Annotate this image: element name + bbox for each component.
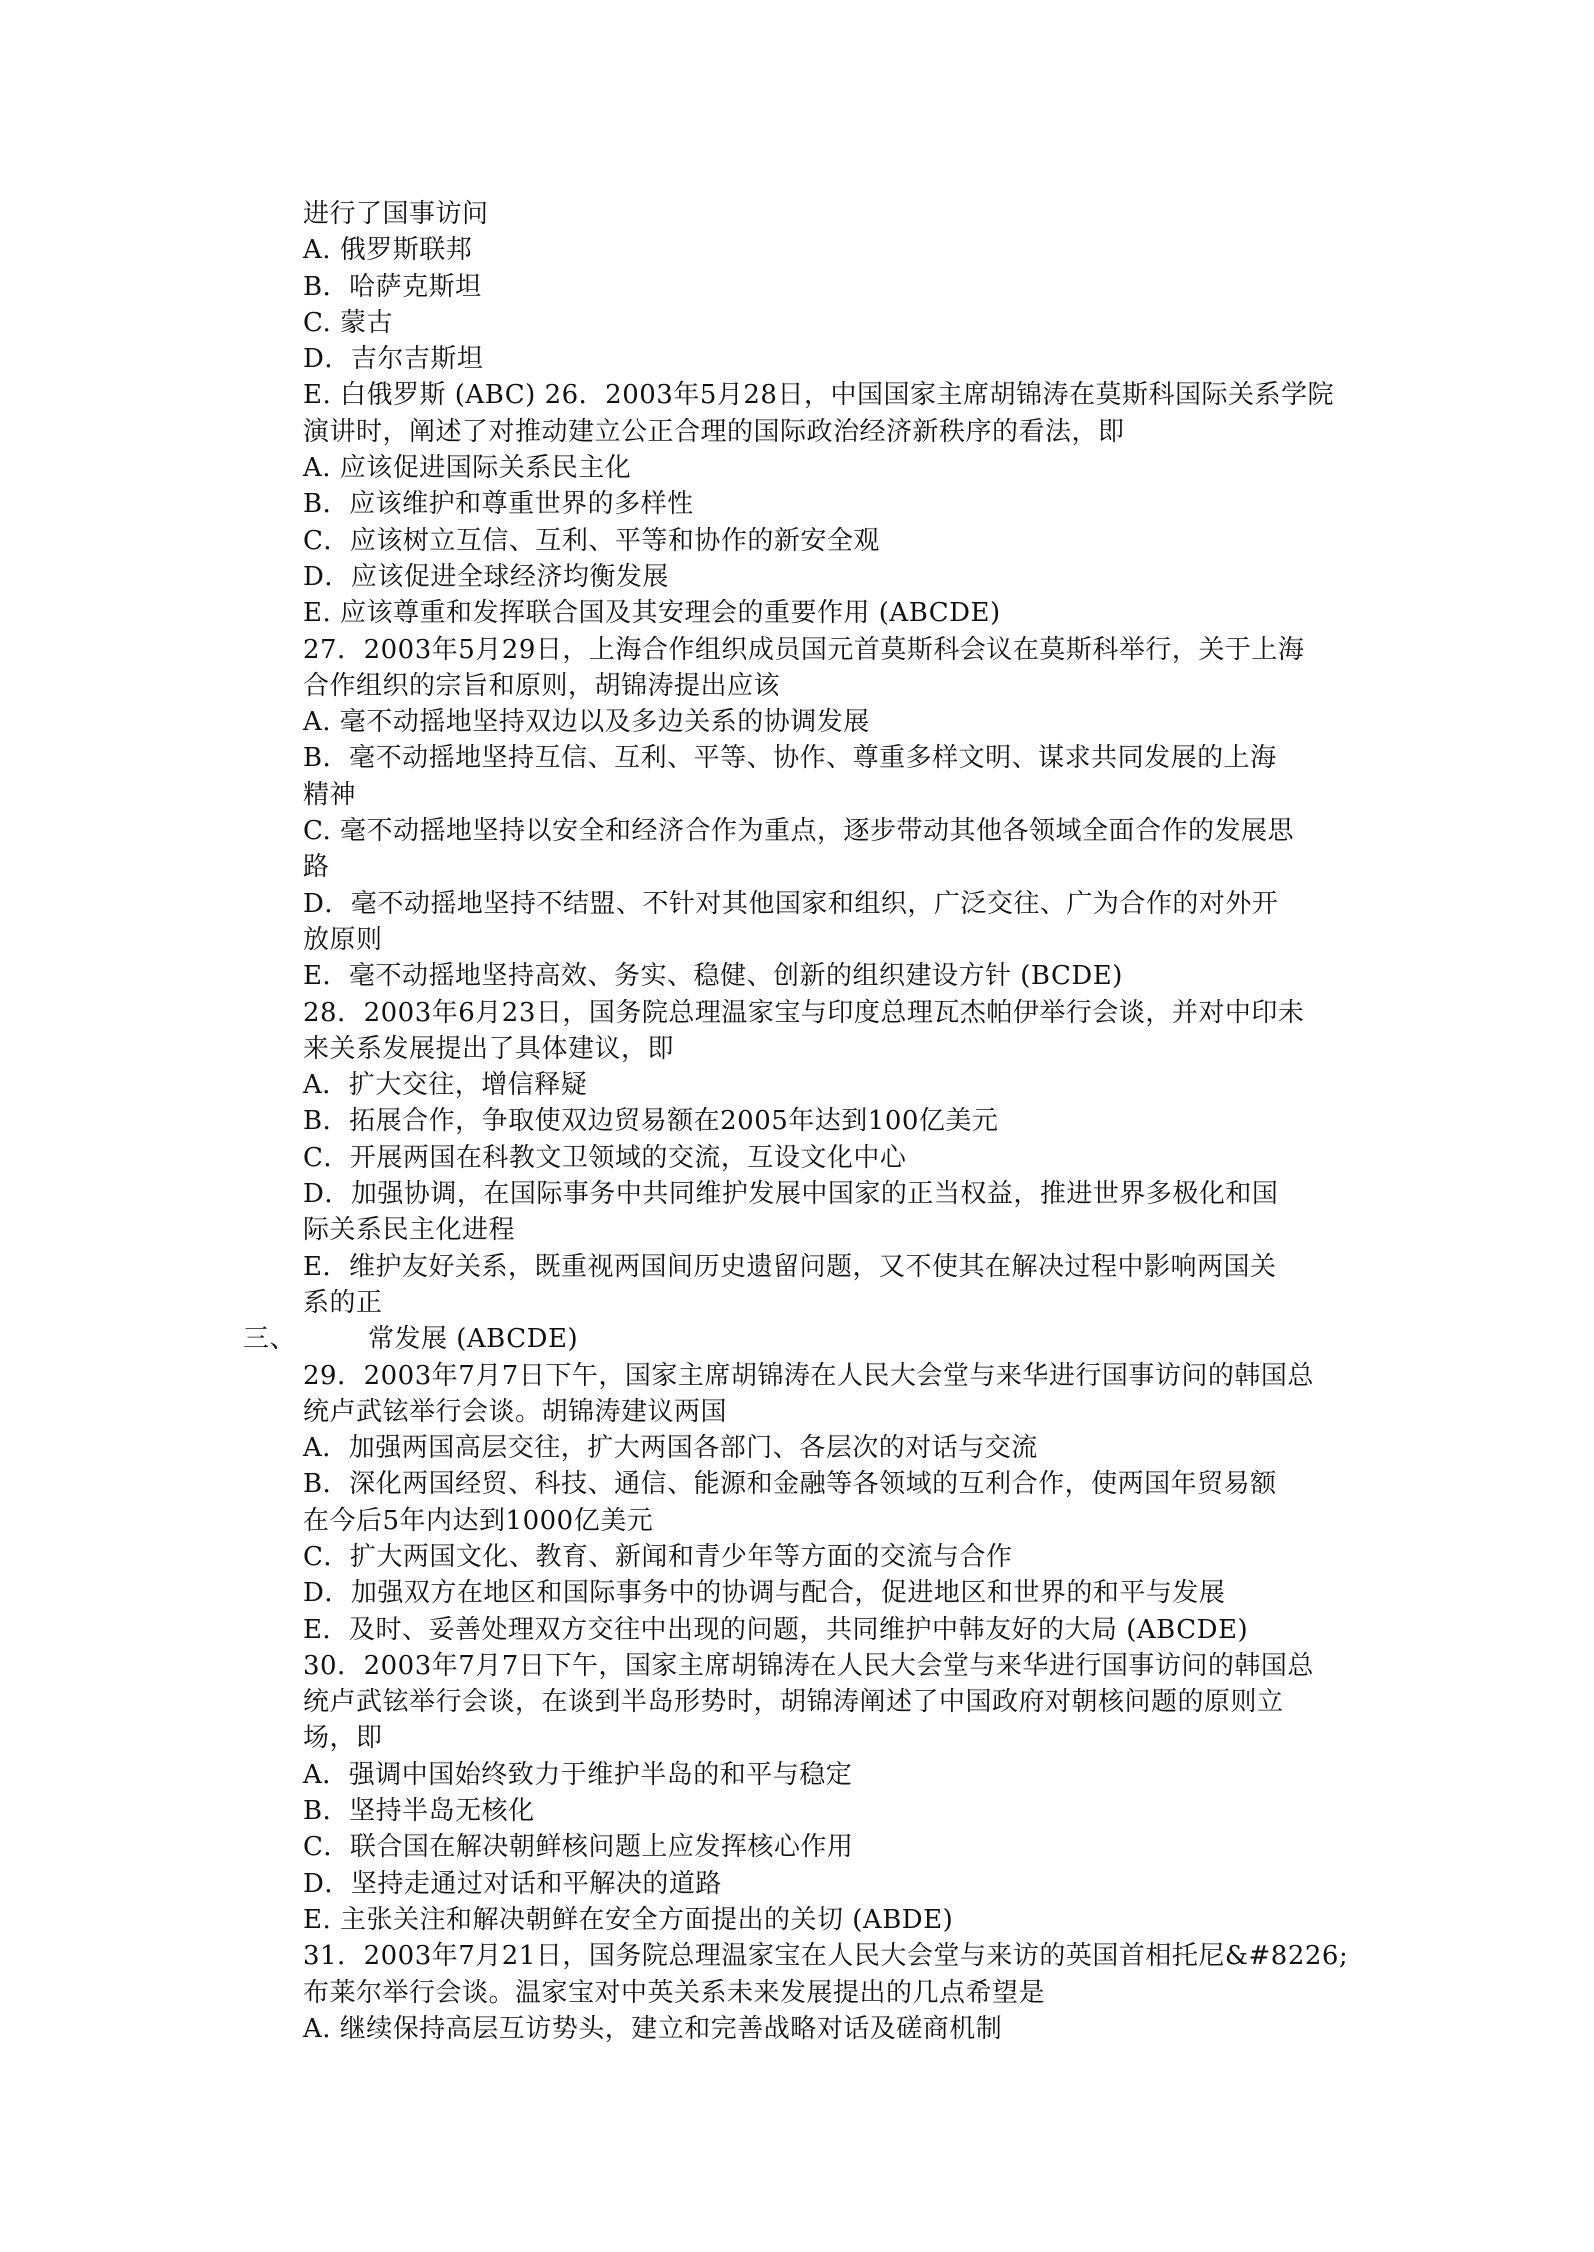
option-line: B．哈萨克斯坦 <box>303 271 482 302</box>
text-line: 精神 <box>303 779 357 810</box>
section-heading <box>243 1321 1363 1357</box>
option-line: E．维护友好关系，既重视两国间历史遗留问题，又不使其在解决过程中影响两国关 <box>303 1251 1277 1282</box>
option-line: D．毫不动摇地坚持不结盟、不针对其他国家和组织，广泛交往、广为合作的对外开 <box>303 888 1279 919</box>
option-line: D．加强协调，在国际事务中共同维护发展中国家的正当权益，推进世界多极化和国 <box>303 1179 1279 1210</box>
question-line: 27．2003年5月29日，上海合作组织成员国元首莫斯科会议在莫斯科举行，关于上海 <box>303 634 1305 665</box>
text-line: 际关系民主化进程 <box>303 1215 516 1246</box>
option-line: C．联合国在解决朝鲜核问题上应发挥核心作用 <box>303 1832 854 1863</box>
option-line: A. 应该促进国际关系民主化 <box>303 453 632 484</box>
option-line: E．毫不动摇地坚持高效、务实、稳健、创新的组织建设方针 (BCDE) <box>303 961 1123 992</box>
text-line: 来关系发展提出了具体建议，即 <box>303 1033 675 1064</box>
option-line: C. 蒙古 <box>303 307 393 338</box>
option-line: C．扩大两国文化、教育、新闻和青少年等方面的交流与合作 <box>303 1541 1013 1572</box>
option-line: B．坚持半岛无核化 <box>303 1796 535 1827</box>
option-line: D．坚持走通过对话和平解决的道路 <box>303 1868 722 1899</box>
option-line: A．扩大交往，增信释疑 <box>303 1070 588 1101</box>
option-line: A. 俄罗斯联邦 <box>303 235 473 266</box>
option-line: A．强调中国始终致力于维护半岛的和平与稳定 <box>303 1759 853 1790</box>
option-line: B．毫不动摇地坚持互信、互利、平等、协作、尊重多样文明、谋求共同发展的上海 <box>303 743 1277 774</box>
text-line: 统卢武铉举行会谈。胡锦涛建议两国 <box>303 1396 728 1427</box>
text-line: 放原则 <box>303 924 383 955</box>
question-line: 29．2003年7月7日下午，国家主席胡锦涛在人民大会堂与来华进行国事访问的韩国总 <box>303 1360 1314 1391</box>
text-line: 统卢武铉举行会谈，在谈到半岛形势时，胡锦涛阐述了中国政府对朝核问题的原则立 <box>303 1687 1284 1718</box>
option-line: C．应该树立互信、互利、平等和协作的新安全观 <box>303 525 880 556</box>
text-line: 在今后5年内达到1000亿美元 <box>303 1505 654 1536</box>
section-text: 常发展 (ABCDE) <box>368 1324 579 1355</box>
text-line: 合作组织的宗旨和原则，胡锦涛提出应该 <box>303 670 781 701</box>
section-number: 三、 <box>243 1324 297 1355</box>
text-line: 场，即 <box>303 1723 383 1754</box>
text-line: 演讲时，阐述了对推动建立公正合理的国际政治经济新秩序的看法，即 <box>303 416 1125 447</box>
option-line: A. 毫不动摇地坚持双边以及多边关系的协调发展 <box>303 707 870 738</box>
document-body <box>243 196 1363 2047</box>
question-line: 31．2003年7月21日，国务院总理温家宝在人民大会堂与来访的英国首相托尼&#8226; <box>303 1941 1349 1972</box>
option-line: A. 继续保持高层互访势头，建立和完善战略对话及磋商机制 <box>303 2013 1003 2044</box>
text-line: 进行了国事访问 <box>303 199 489 229</box>
option-line: C. 毫不动摇地坚持以安全和经济合作为重点，逐步带动其他各领域全面合作的发展思 <box>303 816 1294 847</box>
question-line: 30．2003年7月7日下午，国家主席胡锦涛在人民大会堂与来华进行国事访问的韩国总 <box>303 1650 1314 1681</box>
option-line: D．应该促进全球经济均衡发展 <box>303 561 669 592</box>
text-line: 系的正 <box>303 1287 383 1318</box>
option-line: E．及时、妥善处理双方交往中出现的问题，共同维护中韩友好的大局 (ABCDE) <box>303 1614 1249 1645</box>
question-line: 28．2003年6月23日，国务院总理温家宝与印度总理瓦杰帕伊举行会谈，并对中印未 <box>303 997 1305 1028</box>
option-line: B．深化两国经贸、科技、通信、能源和金融等各领域的互利合作，使两国年贸易额 <box>303 1469 1277 1500</box>
option-line: C．开展两国在科教文卫领域的交流，互设文化中心 <box>303 1142 907 1173</box>
option-line: E. 白俄罗斯 (ABC) 26．2003年5月28日，中国国家主席胡锦涛在莫斯科国际关系学院 <box>303 380 1334 411</box>
option-line: B．应该维护和尊重世界的多样性 <box>303 489 694 520</box>
option-line: D．吉尔吉斯坦 <box>303 344 484 375</box>
option-line: D．加强双方在地区和国际事务中的协调与配合，促进地区和世界的和平与发展 <box>303 1578 1226 1609</box>
option-line: E. 应该尊重和发挥联合国及其安理会的重要作用 (ABCDE) <box>303 598 1001 629</box>
text-line: 路 <box>303 852 330 883</box>
option-line: B．拓展合作，争取使双边贸易额在2005年达到100亿美元 <box>303 1106 999 1137</box>
option-line: A．加强两国高层交往，扩大两国各部门、各层次的对话与交流 <box>303 1433 1038 1464</box>
option-line: E. 主张关注和解决朝鲜在安全方面提出的关切 (ABDE) <box>303 1904 954 1935</box>
text-line: 布莱尔举行会谈。温家宝对中英关系未来发展提出的几点希望是 <box>303 1977 1046 2008</box>
